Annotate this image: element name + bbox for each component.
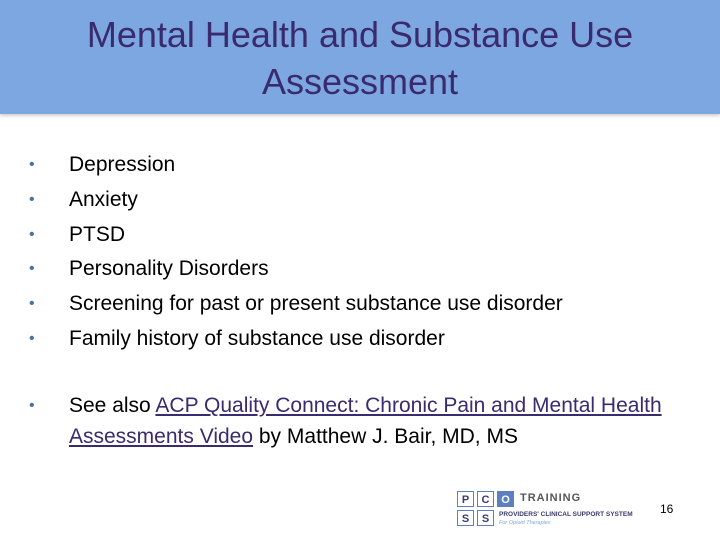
bullet-text: Family history of substance use disorder xyxy=(69,326,445,350)
bullet-icon: • xyxy=(29,329,35,347)
bullet-item xyxy=(0,322,720,357)
logo-letter-c: C xyxy=(477,491,494,507)
logo-training-text: TRAINING xyxy=(520,492,582,504)
bullet-text: Depression xyxy=(69,153,176,176)
bullet-list xyxy=(0,148,720,357)
bullet-text: Personality Disorders xyxy=(69,257,269,281)
slide-title: Mental Health and Substance Use Assessment xyxy=(86,14,634,102)
pcss-training-logo xyxy=(457,491,637,529)
see-also-suffix: by Matthew J. Bair, MD, MS xyxy=(253,425,518,448)
logo-letter-p: P xyxy=(457,491,474,507)
logo-subtitle: PROVIDERS' CLINICAL SUPPORT SYSTEM xyxy=(499,511,633,518)
bullet-item xyxy=(0,287,720,322)
logo-letter-s2: S xyxy=(477,510,494,526)
page-number: 16 xyxy=(660,502,674,516)
logo-letter-o: O xyxy=(497,491,514,507)
video-link[interactable]: ACP Quality Connect: Chronic Pain and Mental Health Assessments Video xyxy=(69,394,662,448)
bullet-icon: • xyxy=(29,190,35,208)
bullet-icon: • xyxy=(29,295,35,313)
bullet-text: Screening for past or present substance use disorder xyxy=(69,292,563,316)
see-also-list xyxy=(0,390,720,452)
logo-letter-s1: S xyxy=(457,510,474,526)
bullet-item xyxy=(0,183,720,218)
logo-tagline: For Opioid Therapies xyxy=(499,520,551,526)
bullet-icon: • xyxy=(29,225,35,243)
bullet-item xyxy=(0,218,720,253)
slide-header xyxy=(0,0,720,114)
see-also-item xyxy=(0,390,720,452)
see-also-prefix: See also xyxy=(69,394,156,417)
bullet-icon: • xyxy=(29,156,35,173)
bullet-text: PTSD xyxy=(69,222,126,246)
bullet-item xyxy=(0,252,720,287)
bullet-text: Anxiety xyxy=(69,187,138,211)
bullet-icon: • xyxy=(29,260,35,278)
bullet-item xyxy=(0,148,720,183)
bullet-icon: • xyxy=(29,397,35,414)
